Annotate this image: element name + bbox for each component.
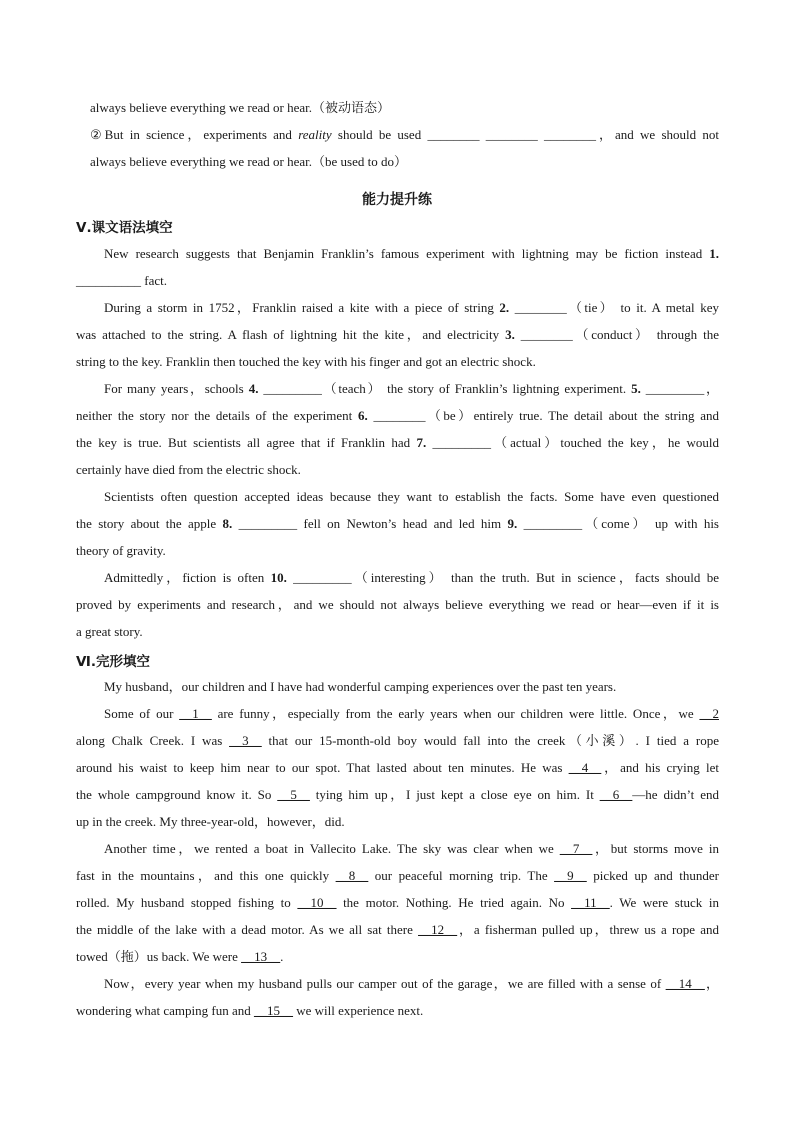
blank-number-9: 9. xyxy=(507,516,518,531)
s5-para5-line3: a great story. xyxy=(76,624,143,639)
s6-line7: Another time，we rented a boat in Vallecito Lake. The sky was clear when we __7__，but storms move in xyxy=(104,841,719,856)
s6-line12: Now，every year when my husband pulls our camper out of the garage，we are filled with a sense of __14__， xyxy=(104,976,719,991)
blank-2[interactable]: ________（tie） to it. A metal key xyxy=(509,300,719,315)
s5-para3-line1: For many years，schools 4. _________（teach） the story of Franklin’s lightning experiment. 5. _________， xyxy=(104,381,719,396)
blank-9[interactable]: _________（come） up with his xyxy=(517,516,719,531)
s5-para5-line1: Admittedly，fiction is often 10. _________（interesting） than the truth. But in science，facts should be xyxy=(104,570,719,585)
s6-line9: rolled. My husband stopped fishing to __10__ the motor. Nothing. He tried again. No __11__. We were stuck in xyxy=(76,895,719,910)
blank-7[interactable]: _________（actual）touched the key，he would xyxy=(426,435,719,450)
blank-6[interactable]: ________（be）entirely true. The detail about the string and xyxy=(367,408,719,423)
s5-para2-line1: During a storm in 1752，Franklin raised a kite with a piece of string 2. ________（tie） to it. A metal key xyxy=(104,300,719,315)
blank-number-4: 4. xyxy=(248,381,259,396)
prev-exercise-line-1: always believe everything we read or hear.（被动语态） xyxy=(90,100,390,115)
s6-line4: around his waist to keep him near to our spot. That lasted about ten minutes. He was __4__，and his crying let xyxy=(76,760,719,775)
prev-exercise-line-3: always believe everything we read or hear.（be used to do） xyxy=(90,154,407,169)
s6-line1: My husband，our children and I have had wonderful camping experiences over the past ten years. xyxy=(104,679,617,694)
page-title: 能力提升练 xyxy=(362,192,432,208)
s5-para4-line1: Scientists often question accepted ideas because they want to establish the facts. Some have even questioned xyxy=(104,489,719,504)
blank-8[interactable]: _________ fell on Newton’s head and led him xyxy=(232,516,508,531)
s5-para3-line2: neither the story nor the details of the experiment 6. ________（be）entirely true. The detail about the string and xyxy=(76,408,719,423)
blank-number-6: 6. xyxy=(357,408,368,423)
blank-4[interactable]: _________（teach） the story of Franklin’s lightning experiment. xyxy=(258,381,632,396)
s5-para3-line3: the key is true. But scientists all agree that if Franklin had 7. _________（actual）touched the key，he would xyxy=(76,435,719,450)
blank-5[interactable]: _________， xyxy=(640,381,719,396)
cloze-blank-5[interactable]: __5__ xyxy=(277,787,310,802)
cloze-blank-14[interactable]: __14__ xyxy=(665,976,705,991)
blank-number-3: 3. xyxy=(505,327,515,342)
cloze-blank-10[interactable]: __10__ xyxy=(297,895,337,910)
cloze-blank-1[interactable]: __1__ xyxy=(179,706,212,721)
cloze-blank-11[interactable]: __11__ xyxy=(571,895,610,910)
prev-exercise-line-2: ②But in science，experiments and reality should be used ________ ________ ________，and we should not xyxy=(90,127,719,142)
s6-line10: the middle of the lake with a dead motor. As we all sat there __12__，a fisherman pulled up，threw us a rope and xyxy=(76,922,719,937)
cloze-blank-3[interactable]: __3__ xyxy=(229,733,262,748)
s5-para2-line2: was attached to the string. A flash of lightning hit the kite，and electricity 3. ________（conduct） through the xyxy=(76,327,719,342)
s5-para4-line2: the story about the apple 8. _________ fell on Newton’s head and led him 9. _________（come） up with his xyxy=(76,516,719,531)
blank-3[interactable]: ________（conduct） through the xyxy=(514,327,719,342)
s6-line3: along Chalk Creek. I was __3__ that our 15-month-old boy would fall into the creek（小溪）. I tied a rope xyxy=(76,733,719,748)
blank-number-5: 5. xyxy=(631,381,641,396)
s6-line11: towed（拖）us back. We were __13__. xyxy=(76,949,284,964)
blank-number-8: 8. xyxy=(222,516,233,531)
s6-line6: up in the creek. My three-year-old，however，did. xyxy=(76,814,345,829)
section-v-heading: Ⅴ.课文语法填空 xyxy=(76,220,173,236)
cloze-blank-6[interactable]: __6__ xyxy=(599,787,633,802)
cloze-blank-7[interactable]: __7__ xyxy=(559,841,593,856)
cloze-blank-13[interactable]: __13__ xyxy=(241,949,281,964)
s6-line2: Some of our __1__ are funny，especially from the early years when our children were little. Once，we __2 xyxy=(104,706,719,721)
s6-line5: the whole campground know it. So __5__ tying him up，I just kept a close eye on him. It __6__—he didn’t end xyxy=(76,787,719,802)
blank-10[interactable]: _________（interesting） than the truth. But in science，facts should be xyxy=(286,570,719,585)
blank-1[interactable]: __________ fact. xyxy=(76,273,167,288)
s5-para4-line3: theory of gravity. xyxy=(76,543,166,558)
blank-number-10: 10. xyxy=(270,570,287,585)
cloze-blank-15[interactable]: __15__ xyxy=(253,1003,293,1018)
cloze-blank-2[interactable]: __2 xyxy=(699,706,719,721)
cloze-blank-4[interactable]: __4__ xyxy=(568,760,602,775)
s5-para3-line4: certainly have died from the electric shock. xyxy=(76,462,301,477)
s5-para1-line2 xyxy=(76,272,719,290)
section-vi-heading: Ⅵ.完形填空 xyxy=(76,654,150,670)
s5-para1-line1: New research suggests that Benjamin Franklin’s famous experiment with lightning may be fiction instead 1. xyxy=(104,246,719,261)
cloze-blank-9[interactable]: __9__ xyxy=(554,868,587,883)
s6-line13: wondering what camping fun and __15__ we will experience next. xyxy=(76,1003,424,1018)
s5-para2-line3: string to the key. Franklin then touched the key with his finger and got an electric shock. xyxy=(76,354,536,369)
blank-number-2: 2. xyxy=(499,300,510,315)
cloze-blank-12[interactable]: __12__ xyxy=(418,922,458,937)
s6-line8: fast in the mountains，and this one quickly __8__ our peaceful morning trip. The __9__ picked up and thunder xyxy=(76,868,719,883)
s5-para5-line2: proved by experiments and research，and we should not always believe everything we read or hear—even if it is xyxy=(76,597,719,612)
blank-number-1: 1. xyxy=(709,246,719,261)
cloze-blank-8[interactable]: __8__ xyxy=(335,868,369,883)
blank-number-7: 7. xyxy=(416,435,427,450)
